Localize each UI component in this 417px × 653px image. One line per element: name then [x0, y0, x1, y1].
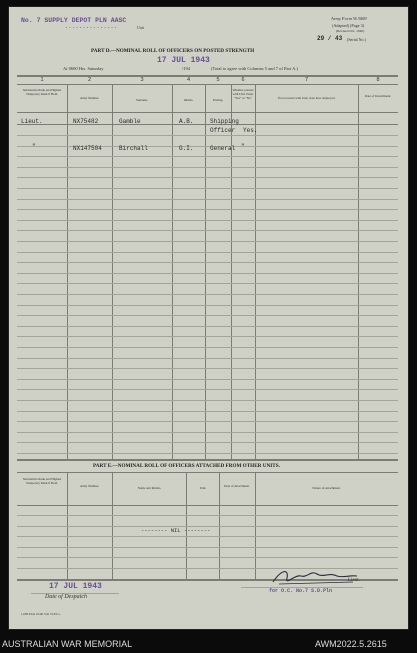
ruled-line — [17, 442, 398, 443]
document-sheet — [9, 7, 408, 629]
date-stamp: 17 JUL 1943 — [157, 56, 210, 65]
e-col-3-header: Name and Initials. — [137, 486, 162, 490]
row-1-army-number: NX75482 — [73, 118, 99, 125]
ruled-line — [17, 188, 398, 189]
ruled-line — [17, 305, 398, 306]
e-col-6-header: Nature of Attachment. — [312, 486, 341, 490]
ruled-line — [17, 199, 398, 200]
date-note: (Total to agree with Columns 5 and 7 of Part A.) — [211, 66, 299, 71]
ruled-line — [17, 283, 398, 284]
serial-label: (Serial No.) — [347, 37, 366, 42]
unit-label: Unit — [137, 25, 145, 30]
unit-stamp-line2: ............... — [65, 24, 118, 30]
ruled-line — [17, 336, 398, 337]
form-adapted: (Adapted) (Page 3) — [332, 23, 365, 28]
row-1-rank: Lieut. — [21, 118, 43, 125]
ruled-line — [17, 453, 398, 454]
ruled-line — [17, 347, 398, 348]
signature-rank: Lieut. — [348, 578, 360, 583]
ruled-line — [17, 557, 398, 558]
date-prefix: At 0600 Hrs. Saturday — [63, 66, 104, 71]
e-col-2-header: Army Number. — [79, 484, 100, 488]
ruled-line — [17, 421, 398, 422]
signature-block-stamp: for O.C. No.7 S.D.Pln — [269, 588, 333, 594]
ruled-line — [17, 167, 398, 168]
col-7-header: If not present with Unit, state how employed. — [277, 96, 336, 100]
e-col-1-header: Substantive Rank and Highest Temporary Rank if Held. — [22, 477, 62, 485]
archive-ref: AWM2022.5.2615 — [315, 639, 387, 649]
ruled-line — [17, 241, 398, 242]
ruled-line — [17, 368, 398, 369]
ruled-line — [17, 315, 398, 316]
row-2-surname: Birchall — [119, 145, 148, 152]
ruled-line — [17, 389, 398, 390]
row-2-present: " — [241, 143, 245, 150]
row-1-initials: A.B. — [179, 118, 194, 125]
row-1-surname: Gamble — [119, 118, 141, 125]
row-1-present: Yes. — [243, 127, 258, 134]
ruled-line — [17, 547, 398, 548]
ruled-line — [17, 536, 398, 537]
row-2-rank: " — [32, 143, 36, 150]
col-4-number: 4 — [186, 77, 191, 83]
col-2-number: 2 — [87, 77, 92, 83]
row-2-initials: G.I. — [179, 145, 194, 152]
col-1-header: Substantive Rank and Highest Temporary Rank if Held. — [22, 88, 62, 96]
archive-footer — [0, 636, 417, 653]
e-col-5-header: Date of Attachment. — [224, 484, 250, 488]
col-7-number: 7 — [304, 77, 309, 83]
ruled-line — [17, 156, 398, 157]
col-3-number: 3 — [140, 77, 144, 83]
ruled-line — [17, 230, 398, 231]
col-1-number: 1 — [40, 77, 44, 83]
ruled-line — [17, 411, 398, 412]
ruled-line — [17, 273, 398, 274]
ruled-line — [17, 400, 398, 401]
row-1-posting-line1: Shipping — [210, 118, 239, 125]
serial-number: 29 / 43 — [317, 35, 343, 42]
row-2-army-number: NX147504 — [73, 145, 102, 152]
col-4-header: Initials. — [183, 98, 194, 102]
col-8-number: 8 — [376, 77, 380, 83]
col-5-number: 5 — [216, 77, 220, 83]
archive-name: AUSTRALIAN WAR MEMORIAL — [2, 639, 133, 649]
col-8-header: Date of Detachment. — [364, 94, 392, 98]
part-d-title: PART D.—NOMINAL ROLL OF OFFICERS ON POSTED STRENGTH — [91, 48, 255, 54]
col-6-header: Whether present with Unit. Enter "Yes" or "No" — [232, 88, 254, 100]
col-2-header: Army Number. — [79, 96, 100, 100]
part-e-nil: -------- NIL -------- — [141, 527, 211, 534]
ruled-line — [17, 379, 398, 380]
col-6-number: 6 — [241, 77, 245, 83]
ruled-line — [17, 209, 398, 210]
ruled-line — [17, 135, 398, 136]
ruled-line — [17, 294, 398, 295]
despatch-label: Date of Despatch — [45, 594, 87, 600]
part-e-title: PART E.—NOMINAL ROLL OF OFFICERS ATTACHED FROM OTHER UNITS. — [93, 463, 280, 469]
despatch-date-stamp: 17 JUL 1943 — [49, 582, 102, 591]
col-5-header: Posting. — [212, 98, 224, 102]
ruled-line — [17, 432, 398, 433]
unit-stamp: No. 7 SUPPLY DEPOT PLN AASC — [21, 17, 127, 24]
e-col-4-header: Unit. — [199, 486, 207, 490]
col-3-header: Surname. — [135, 98, 149, 102]
date-year: /194 — [182, 66, 191, 71]
row-1-posting-line2: Officer — [210, 127, 236, 134]
row-2-posting: General — [210, 145, 236, 152]
form-number: Army Form W.3009 — [331, 16, 367, 21]
ruled-line — [17, 262, 398, 263]
ruled-line — [17, 515, 398, 516]
form-revised: (Revised Oct. 1940) — [336, 29, 365, 33]
ruled-line — [17, 252, 398, 253]
ruled-line — [17, 177, 398, 178]
ruled-line — [17, 358, 398, 359]
ruled-line — [17, 326, 398, 327]
ruled-line — [17, 220, 398, 221]
print-code: 1,000 Pads 10/40 5/41 W.P.Co. — [21, 612, 61, 616]
